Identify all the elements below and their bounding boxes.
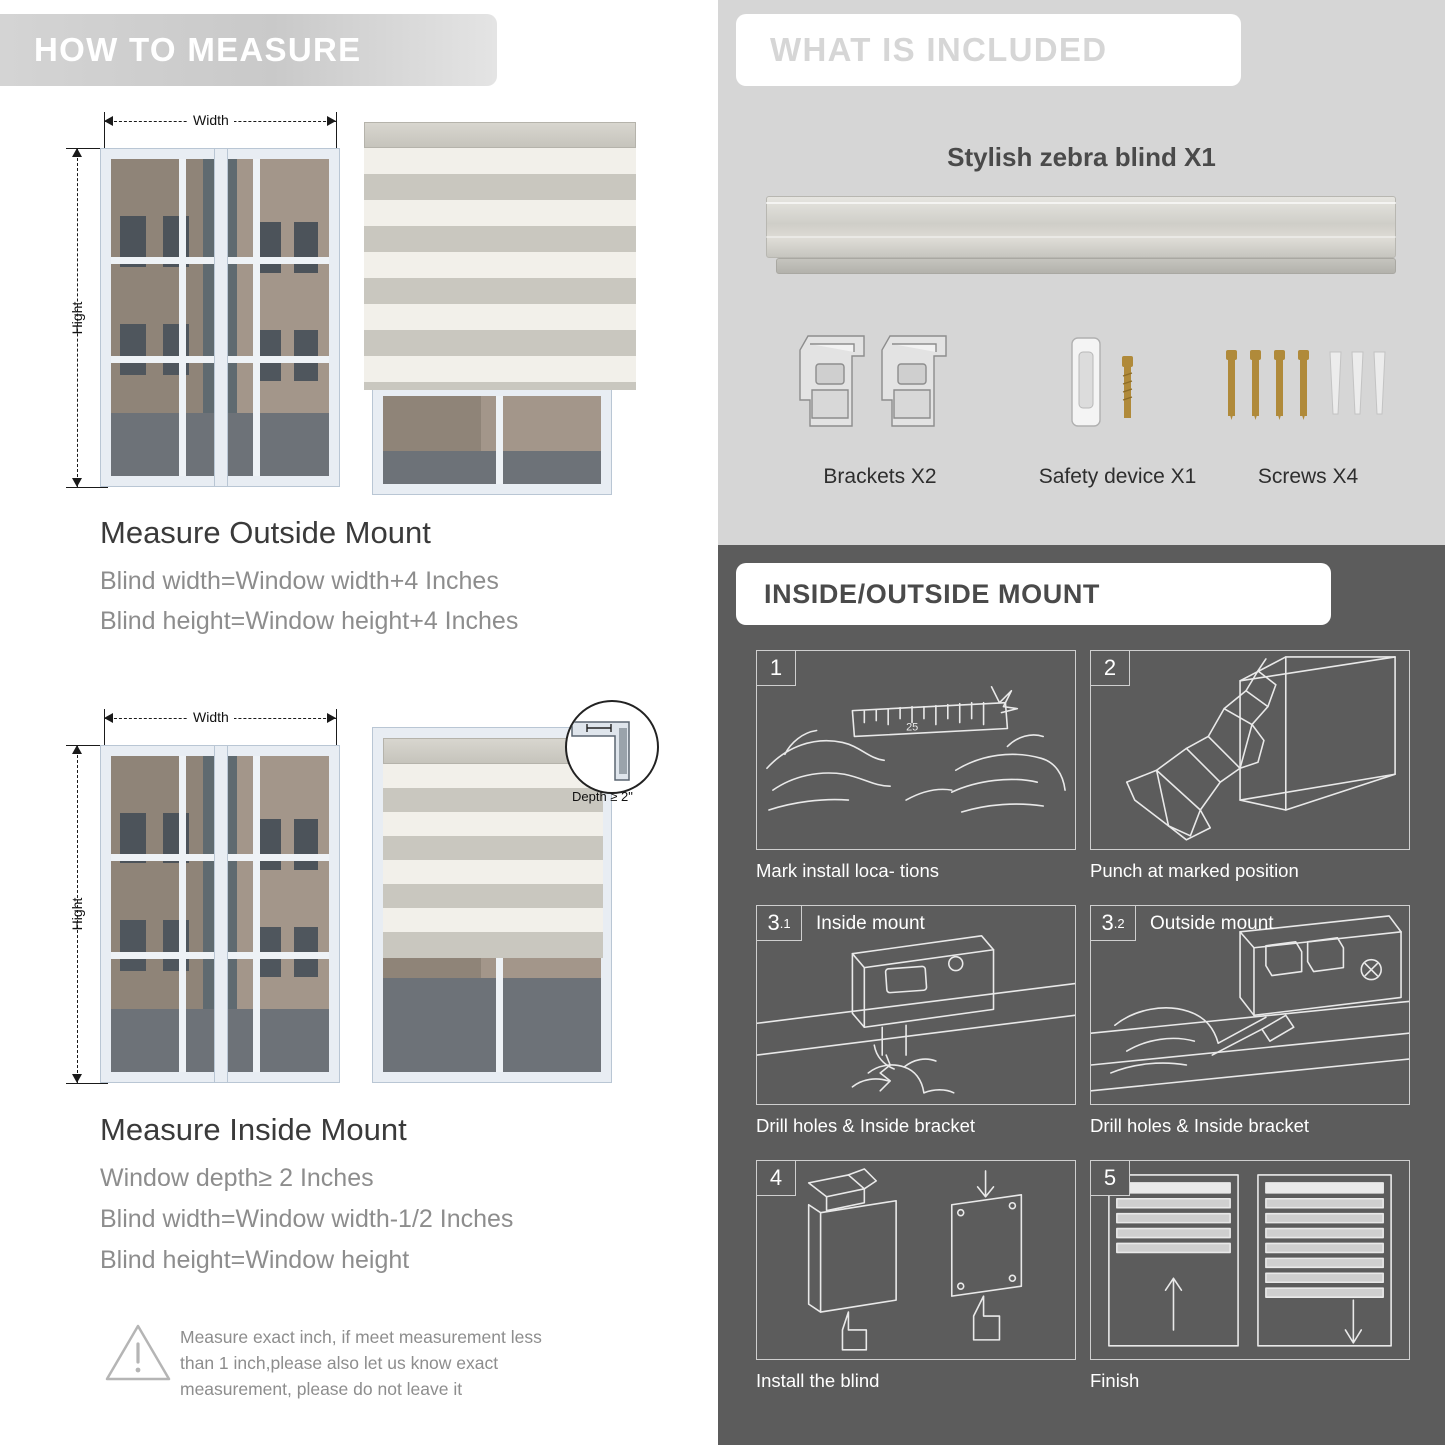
- inside-width-arrow-left: [104, 713, 113, 723]
- depth-callout-sketch: [567, 702, 657, 792]
- inside-outside-mount-banner: [736, 563, 1331, 625]
- outside-height-arrow-down: [72, 478, 82, 487]
- outside-width-arrow-left: [104, 116, 113, 126]
- inside-mount-line-1: Window depth≥ 2 Inches: [100, 1164, 374, 1192]
- hand-tape-measure-icon: [757, 651, 1075, 850]
- svg-text:25: 25: [906, 721, 919, 734]
- step-4-box: [756, 1160, 1076, 1360]
- main-item-label: Stylish zebra blind X1: [947, 142, 1216, 172]
- outside-blind-fabric: [364, 148, 636, 390]
- what-is-included-banner: [736, 14, 1241, 86]
- step-2-box: [1090, 650, 1410, 850]
- finished-blind-icon: [1091, 1161, 1409, 1360]
- outside-window-frame: [100, 148, 340, 487]
- zebra-blind-headrail-image: [766, 196, 1396, 296]
- outside-height-tick-bottom: [66, 487, 108, 488]
- step-1-number: [756, 650, 796, 686]
- step-3-1-number-label: 3: [767, 910, 780, 935]
- inside-window-center-post: [214, 746, 228, 1082]
- inside-height-arrow-down: [72, 1074, 82, 1083]
- step-1-number-label: 1: [769, 655, 783, 680]
- how-to-measure-banner-label: HOW TO MEASURE: [34, 31, 362, 68]
- inside-height-label: Hight: [69, 897, 85, 931]
- inside-window-frame: [100, 745, 340, 1083]
- what-is-included-banner-label: WHAT IS INCLUDED: [770, 31, 1108, 68]
- warning-text-line-1: Measure exact inch, if meet measurement less: [180, 1327, 542, 1347]
- outside-blind-window-glass: [383, 396, 601, 484]
- outside-window-center-post: [214, 149, 228, 486]
- outside-blind-headrail: [364, 122, 636, 148]
- inside-outside-mount-panel: [718, 545, 1445, 1445]
- bracket-icon: [790, 330, 970, 440]
- step-3-2-box: [1090, 905, 1410, 1105]
- step-4-caption: Install the blind: [756, 1370, 880, 1391]
- step-3-2-number-label: 3: [1101, 910, 1114, 935]
- safety-device-icon: [1048, 330, 1188, 440]
- warning-text-line-2: than 1 inch,please also let us know exact: [180, 1353, 499, 1373]
- step-3-2-number-sub: .2: [1113, 915, 1125, 931]
- outside-bracket-icon: [1091, 906, 1409, 1105]
- drill-icon: [1091, 651, 1409, 850]
- step-4-number: [756, 1160, 796, 1196]
- outside-blind: [364, 122, 636, 390]
- step-4-number-label: 4: [769, 1165, 783, 1190]
- step-3-1-number: [756, 905, 802, 941]
- inside-outside-mount-banner-label: INSIDE/OUTSIDE MOUNT: [764, 578, 1101, 609]
- inside-height-arrow-up: [72, 745, 82, 754]
- inside-mount-title: Measure Inside Mount: [100, 1112, 407, 1147]
- outside-mount-line-1: Blind width=Window width+4 Inches: [100, 567, 499, 595]
- step-2-number-label: 2: [1103, 655, 1117, 680]
- inside-height-tick-bottom: [66, 1083, 108, 1084]
- step-2-caption: Punch at marked position: [1090, 860, 1299, 881]
- screw-icon: [1218, 330, 1398, 440]
- inside-width-label: Width: [188, 709, 234, 725]
- depth-label: Depth ≥ 2": [572, 789, 633, 804]
- step-1-caption: Mark install loca- tions: [756, 860, 940, 881]
- step-5-box: [1090, 1160, 1410, 1360]
- outside-blind-window-frame: [372, 385, 612, 495]
- outside-height-label: Hight: [69, 301, 85, 335]
- step-3-2-number: [1090, 905, 1136, 941]
- outside-height-arrow-up: [72, 148, 82, 157]
- step-3-2-inline-label: Outside mount: [1150, 913, 1274, 934]
- part-label-safety-device: Safety device X1: [1038, 465, 1197, 488]
- how-to-measure-panel: [0, 0, 706, 1445]
- outside-mount-title: Measure Outside Mount: [100, 515, 431, 550]
- inside-width-arrow-right: [327, 713, 336, 723]
- step-3-1-number-sub: .1: [779, 915, 791, 931]
- step-3-1-caption: Drill holes & Inside bracket: [756, 1115, 976, 1136]
- step-1-box: [756, 650, 1076, 850]
- inside-bracket-icon: [757, 906, 1075, 1105]
- step-3-1-box: [756, 905, 1076, 1105]
- part-label-brackets: Brackets X2: [823, 465, 937, 488]
- step-2-number: [1090, 650, 1130, 686]
- inside-blind-fabric: [383, 764, 603, 958]
- part-label-screws: Screws X4: [1257, 465, 1359, 488]
- step-5-number-label: 5: [1103, 1165, 1117, 1190]
- how-to-measure-banner: [0, 14, 497, 86]
- depth-callout-circle: [565, 700, 659, 794]
- warning-triangle-icon: [104, 1322, 172, 1389]
- install-blind-icon: [757, 1161, 1075, 1360]
- warning-text-line-3: measurement, please do not leave it: [180, 1379, 463, 1399]
- outside-width-arrow-right: [327, 116, 336, 126]
- step-5-number: [1090, 1160, 1130, 1196]
- outside-width-label: Width: [188, 112, 234, 128]
- outside-mount-line-2: Blind height=Window height+4 Inches: [100, 607, 519, 635]
- inside-mount-line-3: Blind height=Window height: [100, 1246, 410, 1274]
- step-3-2-caption: Drill holes & Inside bracket: [1090, 1115, 1310, 1136]
- inside-mount-line-2: Blind width=Window width-1/2 Inches: [100, 1205, 514, 1233]
- what-is-included-panel: [718, 0, 1445, 545]
- step-5-caption: Finish: [1090, 1370, 1140, 1391]
- step-3-1-inline-label: Inside mount: [816, 913, 925, 934]
